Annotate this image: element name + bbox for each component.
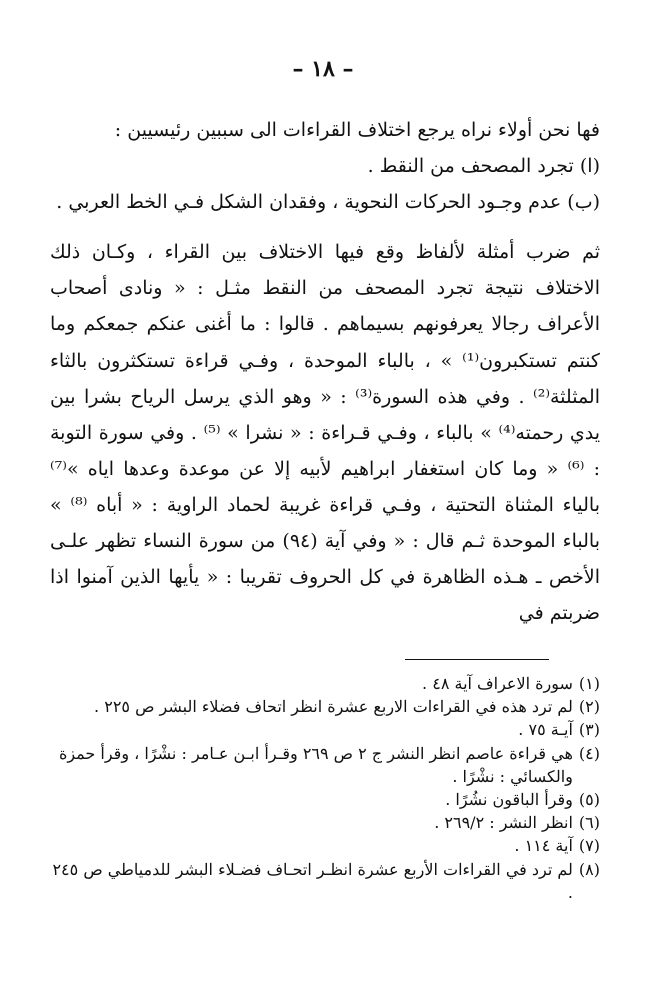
footnote-item bbox=[50, 788, 600, 811]
footnote-text: سورة الاعراف آية ٤٨ . bbox=[422, 674, 573, 693]
footnote-text: لم ترد هذه في القراءات الاربع عشرة انظر اتحاف فضلاء البشر ص ٢٢٥ . bbox=[94, 697, 573, 717]
footnote-item bbox=[50, 742, 600, 788]
main-text bbox=[50, 112, 600, 631]
list-marker: (ا) bbox=[579, 155, 600, 178]
list-item-b bbox=[50, 184, 600, 220]
footnote-number: (٨) bbox=[578, 859, 600, 879]
footnote-number: (٥) bbox=[578, 789, 600, 809]
footnote-text: آية ١١٤ . bbox=[514, 836, 573, 856]
footnote-text: لم ترد في القراءات الأربع عشرة انظـر اتحـاف فضـلاء البشر للدمياطي ص ٢٤٥ . bbox=[52, 859, 573, 902]
list-marker: (ب) bbox=[567, 191, 600, 214]
body-paragraph: ثم ضرب أمثلة لألفاظ وقع فيها الاختلاف بين القراء ، وكـان ذلك الاختلاف نتيجة تجرد المصحف من النقط مثـل : « ونادى أصحاب الأعراف رجالا يعرفونهم بسيماهم . قالوا : ما أغنى عنكم جمعكم وما كنتم تستكبرون⁽¹⁾ » ، بالباء الموحدة ، وفـي قراءة تستكثرون بالثاء المثلثة⁽²⁾ . وفي هذه السورة⁽³⁾ : « وهو الذي يرسل الرياح بشرا بين يدي رحمته⁽⁴⁾ » بالباء ، وفـي قـراءة : « نشرا » ⁽⁵⁾ . وفي سورة التوبة : ⁽⁶⁾ « وما كان استغفار ابراهيم لأبيه إلا عن موعدة وعدها اياه »⁽⁷⁾ بالياء المثناة التحتية ، وفـي قراءة غريبة لحماد الراوية : « أباه ⁽⁸⁾ » بالباء الموحدة ثـم قال : « وفي آية (٩٤) من سورة النساء تظهر علـى الأخص ـ هـذه الظاهرة في كل الحروف تقريبا : « يأيها الذين آمنوا اذا ضربتم في bbox=[50, 241, 600, 625]
footnote-text: هي قراءة عاصم انظر النشر ج ٢ ص ٢٦٩ وقـرأ ابـن عـامر : نشْرًا ، وقرأ حمزة والكسائي : نشْرًا . bbox=[58, 743, 573, 786]
intro-line: فها نحن أولاء نراه يرجع اختلاف القراءات الى سببين رئيسيين : bbox=[114, 119, 600, 141]
footnote-number: (٧) bbox=[578, 836, 600, 856]
footnote-text: آيـة ٧٥ . bbox=[518, 720, 573, 740]
list-item-a bbox=[50, 148, 600, 184]
footnote-item bbox=[50, 811, 600, 834]
footnote-number: (١) bbox=[578, 674, 600, 693]
footnote-number: (٦) bbox=[578, 813, 600, 833]
page-number: – ١٨ – bbox=[292, 56, 354, 82]
footnotes bbox=[50, 672, 600, 904]
footnote-number: (٢) bbox=[578, 697, 600, 717]
footnote-item bbox=[50, 858, 600, 904]
footnote-text: انظر النشر : ٢٦٩/٢ . bbox=[434, 813, 573, 833]
footnote-separator bbox=[405, 659, 549, 660]
list-text: عدم وجـود الحركات النحوية ، وفقدان الشكل فـي الخط العربي . bbox=[56, 191, 562, 214]
footnote-text: وقرأ الباقون نشُرًا . bbox=[445, 789, 573, 809]
footnote-item bbox=[50, 834, 600, 857]
footnote-number: (٤) bbox=[578, 743, 600, 763]
footnote-number: (٣) bbox=[578, 720, 600, 740]
footnote-item bbox=[50, 718, 600, 741]
footnote-item bbox=[50, 672, 600, 695]
footnote-item bbox=[50, 695, 600, 718]
list-text: تجرد المصحف من النقط . bbox=[367, 155, 574, 178]
